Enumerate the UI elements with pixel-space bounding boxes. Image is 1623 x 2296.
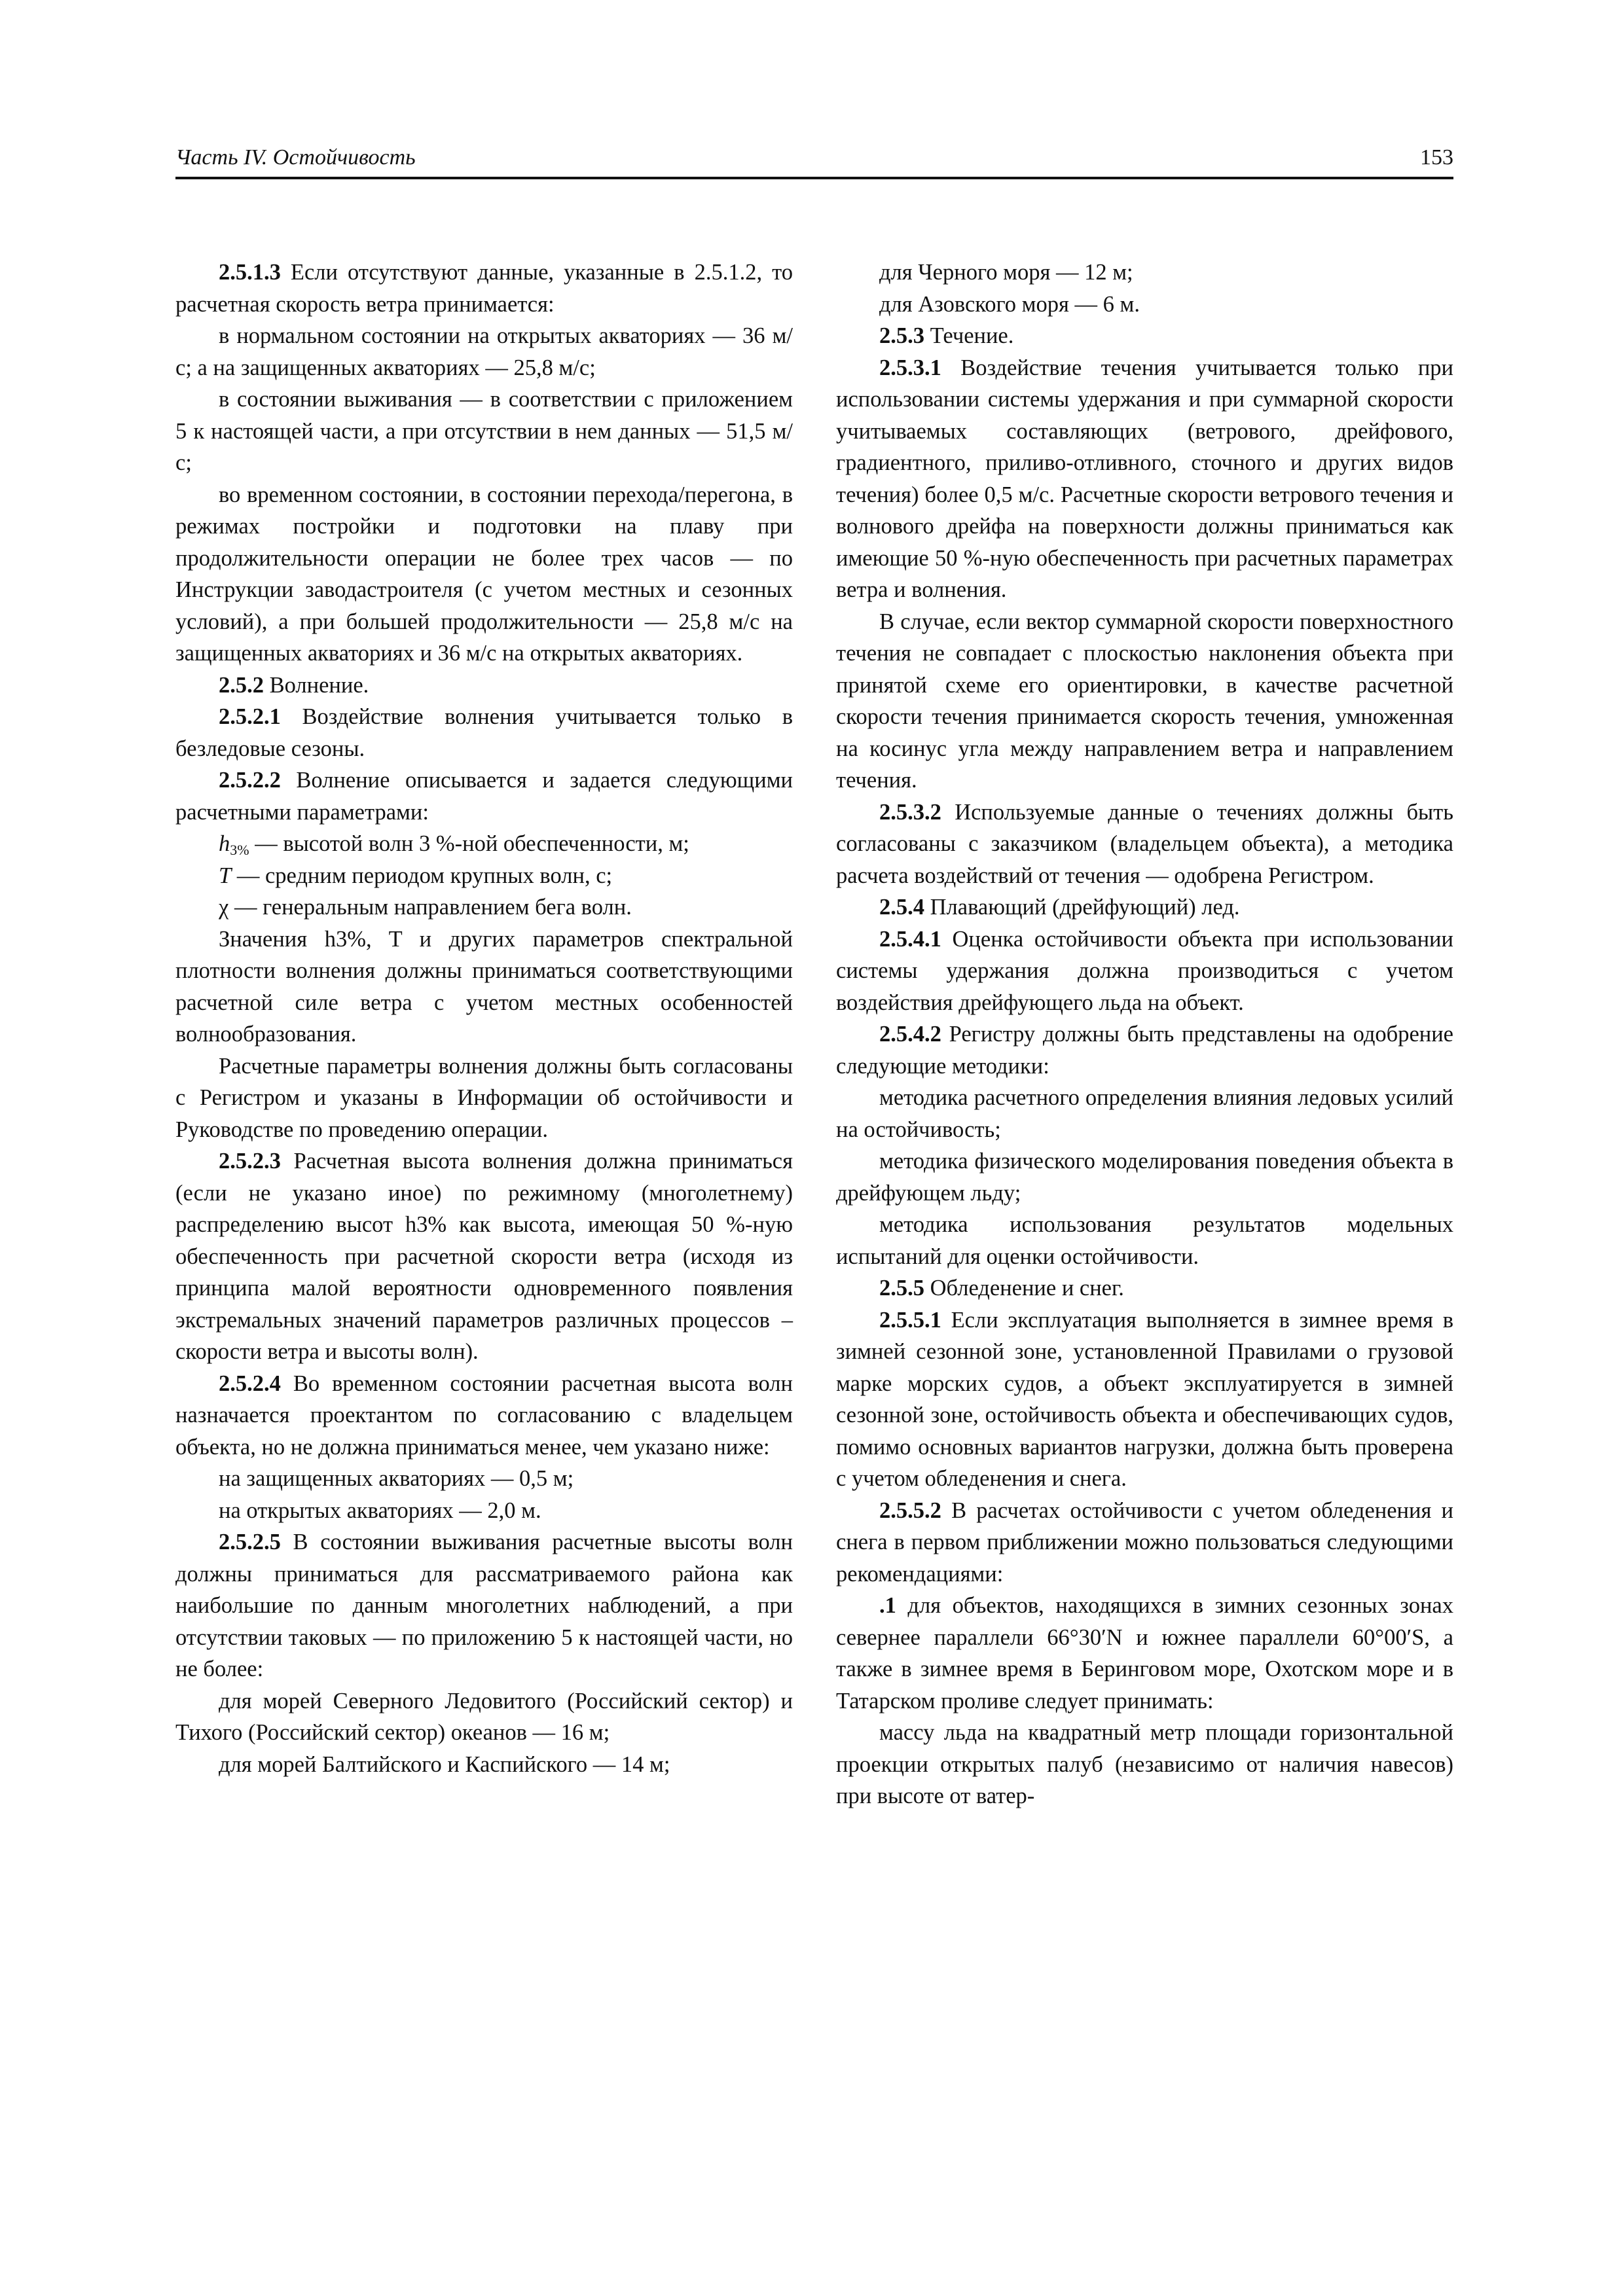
paragraph-text: методика физического моделирования поведения объекта в дрейфующем льду; — [836, 1149, 1453, 1206]
paragraph-text: Воздействие течения учитывается только при использовании системы удержания и при суммарной скорости учитываемых составляющих (ветрового, дрейфового, градиентного, приливо-отливного, сточного и других видов течения) более 0,5 м/с. Расчетные скорости ветрового течения и волнового дрейфа на поверхности должны приниматься как имеющие 50 %-ную обеспеченность при расчетных параметрах ветра и волнения. — [836, 355, 1453, 602]
paragraph — [836, 1590, 1453, 1717]
paragraph-text: Волнение описывается и задается следующими расчетными параметрами: — [175, 768, 793, 825]
paragraph-text: методика расчетного определения влияния ледовых усилий на остойчивость; — [836, 1085, 1453, 1142]
paragraph-text: Расчетная высота волнения должна приниматься (если не указано иное) по режимному (многолетнему) распределению высот h3% как высота, имеющая 50 %-ную обеспеченность при расчетной скорости ветра (исходя из принципа малой вероятности одновременного появления экстремальных значений параметров различных процессов – скорости ветра и высоты волн). — [175, 1149, 793, 1364]
paragraph — [175, 1463, 793, 1495]
paragraph — [175, 1685, 793, 1749]
parameter-line — [175, 891, 793, 924]
paragraph — [836, 1304, 1453, 1495]
clause-number: 2.5.5 — [879, 1276, 924, 1300]
clause-number: 2.5.1.3 — [219, 260, 281, 285]
paragraph — [836, 257, 1453, 289]
paragraph-text: — средним периодом крупных волн, с; — [231, 863, 613, 888]
paragraph — [836, 289, 1453, 321]
paragraph-text: Оценка остойчивости объекта при использовании системы удержания должна производиться с учетом воздействия дрейфующего льда на объект. — [836, 926, 1453, 1015]
paragraph-text: Обледенение и снег. — [924, 1276, 1124, 1300]
paragraph — [175, 1145, 793, 1368]
paragraph — [836, 797, 1453, 892]
paragraph — [836, 1082, 1453, 1145]
paragraph — [175, 1050, 793, 1146]
paragraph — [836, 891, 1453, 924]
parameter-line — [175, 860, 793, 892]
paragraph-text: массу льда на квадратный метр площади горизонтальной проекции открытых палуб (независимо от наличия навесов) при высоте от ватер- — [836, 1720, 1453, 1808]
symbol: χ — [219, 895, 229, 920]
paragraph-text: для объектов, находящихся в зимних сезонных зонах севернее параллели 66°30′N и южнее параллели 60°00′S, а также в зимнее время в Беринговом море, Охотском море и в Татарском проливе следует принимать: — [836, 1593, 1453, 1713]
paragraph — [175, 257, 793, 320]
paragraph-text: для Азовского моря — 6 м. — [879, 291, 1140, 317]
clause-number: 2.5.3.2 — [879, 799, 941, 825]
paragraph-text: во временном состоянии, в состоянии перехода/перегона, в режимах постройки и подготовки на плаву при продолжительности операции не более трех часов — по Инструкции заводастроителя (с учетом местных и сезонных условий), а при большей продолжительности — 25,8 м/с на защищенных акваториях и 36 м/с на открытых акваториях. — [175, 482, 793, 666]
clause-number: 2.5.2.5 — [219, 1530, 281, 1554]
paragraph — [836, 352, 1453, 606]
paragraph — [836, 320, 1453, 352]
left-column — [175, 257, 793, 1780]
paragraph — [175, 670, 793, 702]
paragraph-text: — высотой волн 3 %-ной обеспеченности, м; — [249, 831, 689, 856]
clause-number: 2.5.2.3 — [219, 1149, 281, 1174]
paragraph-text: Если эксплуатация выполняется в зимнее время в зимней сезонной зоне, установленной Правилами о грузовой марке морских судов, а объект эксплуатируется в зимней сезонной зоне, остойчивость объекта и обеспечивающих судов, помимо основных вариантов нагрузки, должна быть проверена с учетом обледенения и снега. — [836, 1307, 1453, 1491]
paragraph-text: Волнение. — [264, 672, 369, 698]
paragraph-text: Расчетные параметры волнения должны быть согласованы с Регистром и указаны в Информации об остойчивости и Руководстве по проведению операции. — [175, 1053, 793, 1142]
paragraph-text: на открытых акваториях — 2,0 м. — [219, 1498, 541, 1523]
paragraph-text: Воздействие волнения учитывается только в безледовые сезоны. — [175, 704, 793, 761]
paragraph-text: для морей Северного Ледовитого (Российский сектор) и Тихого (Российский сектор) океанов — 16 м; — [175, 1688, 793, 1745]
paragraph — [175, 1526, 793, 1685]
clause-number: 2.5.4.2 — [879, 1022, 941, 1047]
clause-number: 2.5.2.4 — [219, 1371, 281, 1396]
paragraph — [175, 701, 793, 764]
paragraph-text: в нормальном состоянии на открытых акваториях — 36 м/с; а на защищенных акваториях — 25,8 м/с; — [175, 323, 793, 380]
paragraph-text: для морей Балтийского и Каспийского — 14 м; — [219, 1751, 670, 1777]
paragraph-text: в состоянии выживания — в соответствии с приложением 5 к настоящей части, а при отсутствии в нем данных — 51,5 м/с; — [175, 387, 793, 475]
paragraph — [175, 384, 793, 479]
symbol: h — [219, 831, 230, 856]
clause-number: 2.5.2 — [219, 672, 264, 698]
paragraph — [836, 924, 1453, 1019]
paragraph-text: на защищенных акваториях — 0,5 м; — [219, 1466, 574, 1491]
symbol-subscript: 3% — [230, 842, 249, 858]
clause-number: 2.5.2.1 — [219, 704, 281, 729]
paragraph — [175, 764, 793, 828]
clause-number: 2.5.5.2 — [879, 1498, 941, 1523]
clause-number: 2.5.4.1 — [879, 926, 941, 952]
paragraph — [836, 1209, 1453, 1272]
paragraph — [836, 1495, 1453, 1590]
clause-number: 2.5.4 — [879, 895, 924, 920]
paragraph-text: Течение. — [924, 323, 1014, 348]
paragraph — [175, 1495, 793, 1527]
clause-number: 2.5.5.1 — [879, 1307, 941, 1333]
header-rule — [175, 177, 1453, 179]
paragraph-text: Регистру должны быть представлены на одобрение следующие методики: — [836, 1022, 1453, 1079]
paragraph — [175, 1368, 793, 1463]
paragraph-text: В состоянии выживания расчетные высоты волн должны приниматься для рассматриваемого района как наибольшие по данным многолетних наблюдений, а при отсутствии таковых — по приложению 5 к настоящей части, но не более: — [175, 1530, 793, 1681]
paragraph — [836, 1717, 1453, 1812]
paragraph — [175, 1749, 793, 1781]
paragraph-text: — генеральным направлением бега волн. — [228, 895, 632, 920]
paragraph-text: В случае, если вектор суммарной скорости поверхностного течения не совпадает с плоскостью наклонения объекта при принятой схеме его ориентировки, в качестве расчетной скорости течения принимается скорость течения, умноженная на косинус угла между направлением ветра и направлением течения. — [836, 609, 1453, 793]
paragraph-text: методика использования результатов модельных испытаний для оценки остойчивости. — [836, 1212, 1453, 1269]
paragraph — [175, 924, 793, 1050]
paragraph — [836, 1018, 1453, 1082]
clause-number: 2.5.2.2 — [219, 768, 281, 793]
paragraph — [175, 320, 793, 384]
paragraph-text: для Черного моря — 12 м; — [879, 260, 1133, 285]
paragraph-text: Плавающий (дрейфующий) лед. — [924, 895, 1240, 920]
page-number: 153 — [1420, 145, 1453, 170]
paragraph-text: Во временном состоянии расчетная высота волн назначается проектантом по согласованию с владельцем объекта, но не должна приниматься менее, чем указано ниже: — [175, 1371, 793, 1460]
paragraph — [836, 1272, 1453, 1304]
paragraph — [175, 479, 793, 670]
clause-number: 2.5.3.1 — [879, 355, 941, 380]
paragraph-text: Если отсутствуют данные, указанные в 2.5.1.2, то расчетная скорость ветра принимается: — [175, 260, 793, 317]
paragraph-text: Значения h3%, T и других параметров спектральной плотности волнения должны приниматься соответствующими расчетной силе ветра с учетом местных особенностей волнообразования. — [175, 926, 793, 1047]
clause-number: .1 — [879, 1593, 896, 1618]
running-title: Часть IV. Остойчивость — [175, 145, 416, 170]
paragraph-text: В расчетах остойчивости с учетом обледенения и снега в первом приближении можно пользоваться следующими рекомендациями: — [836, 1498, 1453, 1587]
clause-number: 2.5.3 — [879, 323, 924, 348]
paragraph — [836, 1145, 1453, 1209]
parameter-line — [175, 828, 793, 860]
paragraph — [836, 606, 1453, 797]
symbol: T — [219, 863, 232, 888]
paragraph-text: Используемые данные о течениях должны быть согласованы с заказчиком (владельцем объекта), а методика расчета воздействий от течения — одобрена Регистром. — [836, 799, 1453, 888]
right-column — [836, 257, 1453, 1812]
